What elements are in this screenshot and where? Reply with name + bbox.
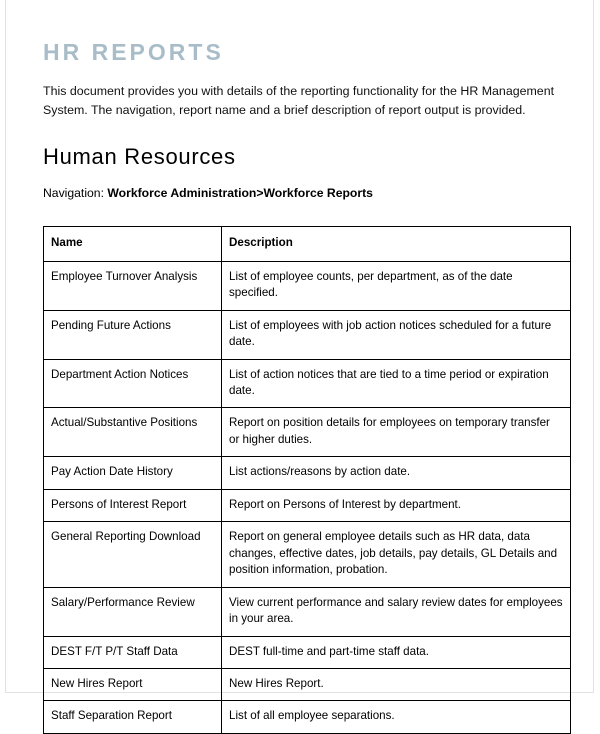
table-row xyxy=(44,261,571,310)
cell-report-name: Staff Separation Report xyxy=(44,701,222,733)
cell-report-name: General Reporting Download xyxy=(44,522,222,587)
cell-report-name: New Hires Report xyxy=(44,668,222,700)
page-title: HR REPORTS xyxy=(43,39,224,65)
table-row xyxy=(44,457,571,489)
cell-report-name: Persons of Interest Report xyxy=(44,489,222,521)
reports-table xyxy=(43,226,571,734)
cell-report-name: Department Action Notices xyxy=(44,359,222,408)
table-row xyxy=(44,636,571,668)
cell-report-name: DEST F/T P/T Staff Data xyxy=(44,636,222,668)
navigation-line xyxy=(43,185,570,202)
table-row xyxy=(44,310,571,359)
table-row xyxy=(44,489,571,521)
cell-report-description: List of employees with job action notices scheduled for a future date. xyxy=(222,310,571,359)
cell-report-description: List of action notices that are tied to a time period or expiration date. xyxy=(222,359,571,408)
cell-report-description: Report on general employee details such as HR data, data changes, effective dates, job details, pay details, GL Details and position information, probation. xyxy=(222,522,571,587)
cell-report-description: New Hires Report. xyxy=(222,668,571,700)
navigation-path: Workforce Administration>Workforce Reports xyxy=(107,186,373,201)
reports-table-head xyxy=(44,227,571,261)
cell-report-description: List of employee counts, per department, as of the date specified. xyxy=(222,261,571,310)
cell-report-description: Report on position details for employees on temporary transfer or higher duties. xyxy=(222,408,571,457)
table-header-row xyxy=(44,227,571,261)
cell-report-description: List of all employee separations. xyxy=(222,701,571,733)
table-row xyxy=(44,359,571,408)
cell-report-description: View current performance and salary review dates for employees in your area. xyxy=(222,587,571,636)
cell-report-name: Pay Action Date History xyxy=(44,457,222,489)
reports-table-body xyxy=(44,261,571,733)
table-row xyxy=(44,587,571,636)
column-header-description: Description xyxy=(222,227,571,261)
cell-report-name: Salary/Performance Review xyxy=(44,587,222,636)
table-row xyxy=(44,668,571,700)
cell-report-name: Employee Turnover Analysis xyxy=(44,261,222,310)
column-header-name: Name xyxy=(44,227,222,261)
table-row xyxy=(44,701,571,733)
intro-paragraph: This document provides you with details of the reporting functionality for the HR Management System. The navigation, report name and a brief description of report output is provided. xyxy=(43,84,555,117)
navigation-label: Navigation: xyxy=(43,186,104,201)
cell-report-description: Report on Persons of Interest by department. xyxy=(222,489,571,521)
cell-report-description: List actions/reasons by action date. xyxy=(222,457,571,489)
section-heading-human-resources: Human Resources xyxy=(43,144,236,170)
table-row xyxy=(44,522,571,587)
cell-report-name: Actual/Substantive Positions xyxy=(44,408,222,457)
document-body xyxy=(43,40,570,734)
document-page-frame xyxy=(5,0,594,723)
cell-report-name: Pending Future Actions xyxy=(44,310,222,359)
table-row xyxy=(44,408,571,457)
cell-report-description: DEST full-time and part-time staff data. xyxy=(222,636,571,668)
